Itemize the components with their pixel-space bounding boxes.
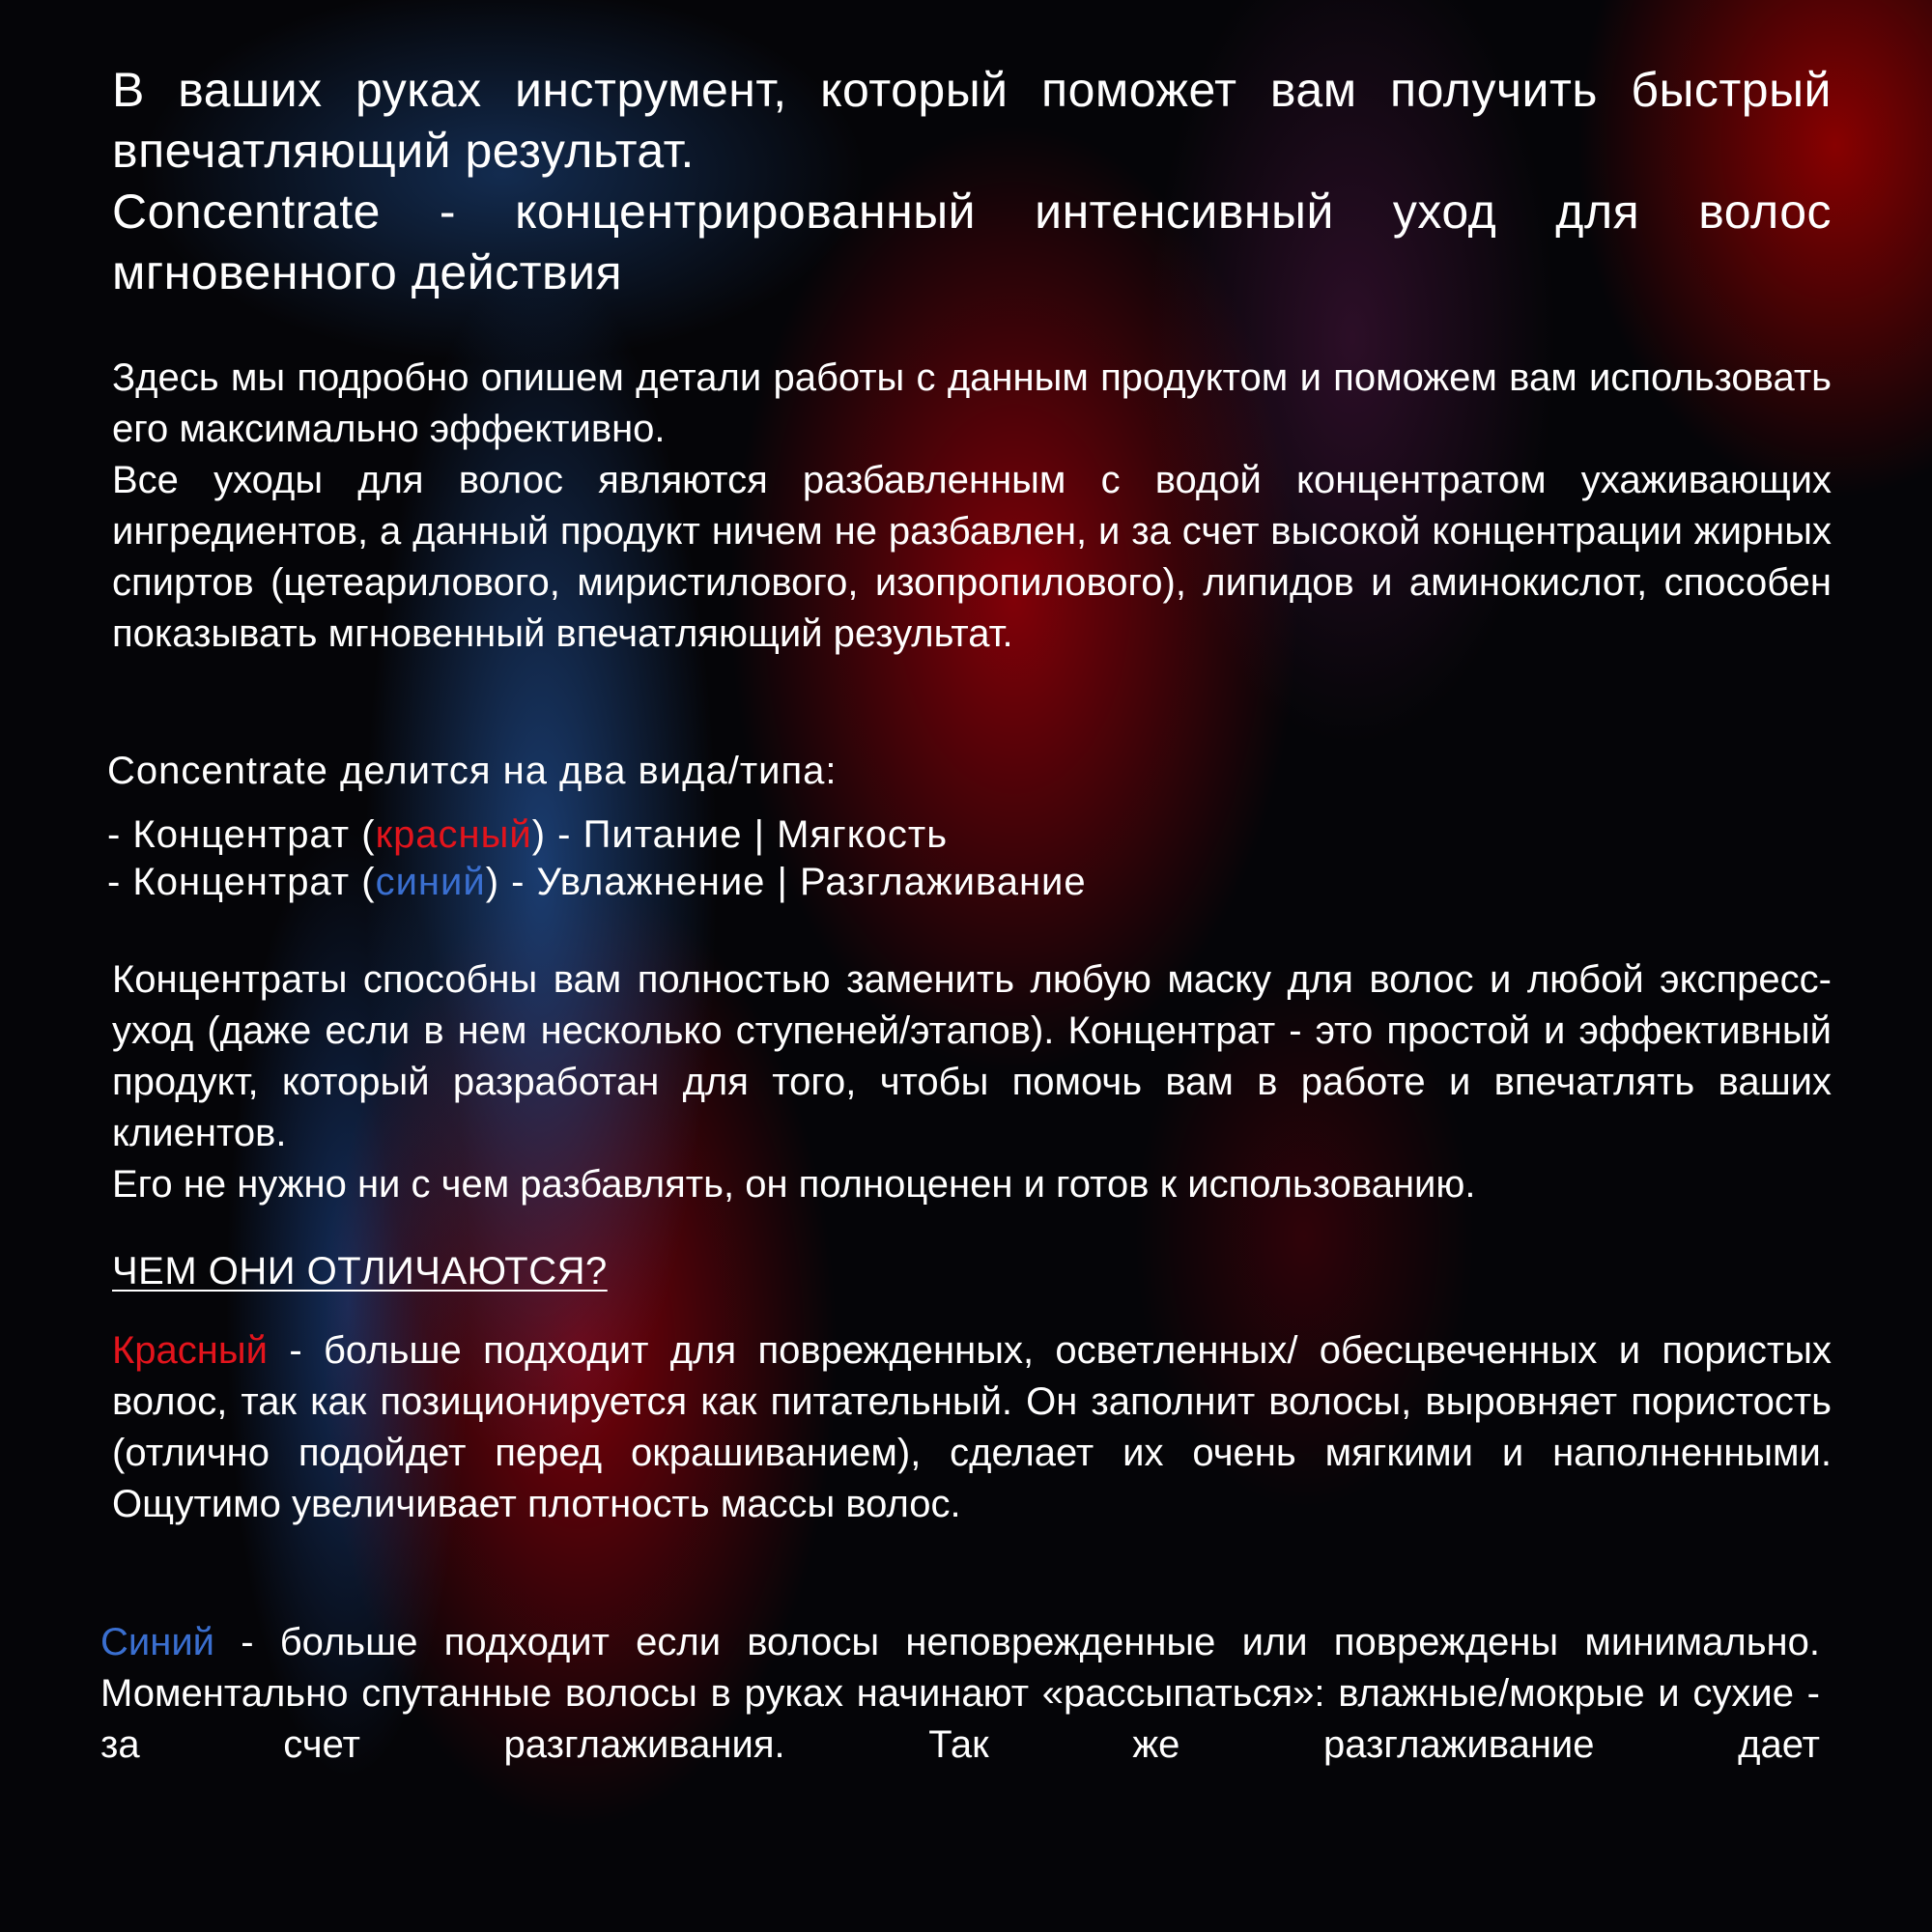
blue-text: - больше подходит если волосы неповрежденные или повреждены минимально. Моментально спутанные волосы в руках начинают «рассыпаться»: влажные/мокрые и сухие - за счет разглаживания. Так же разглаживание дает xyxy=(100,1621,1820,1766)
type-prefix: - Концентрат ( xyxy=(107,861,376,903)
type-color-word-blue: синий xyxy=(375,861,486,903)
red-description-text xyxy=(112,1325,1832,1530)
red-label: Красный xyxy=(112,1329,268,1372)
types-list xyxy=(107,811,1087,906)
red-text: - больше подходит для поврежденных, осветленных/ обесцвеченных и пористых волос, так как позиционируется как питательный. Он заполнит волосы, выровняет пористость (отлично подойдет перед окрашиванием), сделает их очень мягкими и наполненными. Ощутимо увеличивает плотность массы волос. xyxy=(112,1329,1832,1525)
usage-block xyxy=(112,954,1832,1210)
intro-line-1: В ваших руках инструмент, который поможет вам получить быстрый впечатляющий результат. xyxy=(112,63,1832,178)
type-suffix: ) - Питание | Мягкость xyxy=(531,813,949,856)
usage-paragraph-1: Концентраты способны вам полностью заменить любую маску для волос и любой экспресс-уход (даже если в нем несколько ступеней/этапов). Концентрат - это простой и эффективный продукт, который разработан для того, чтобы помочь вам в работе и впечатлять ваших клиентов. xyxy=(112,958,1832,1154)
red-description xyxy=(112,1325,1832,1530)
intro-heading xyxy=(112,60,1832,303)
description-paragraph-1: Здесь мы подробно опишем детали работы с данным продуктом и поможем вам использовать его максимально эффективно. xyxy=(112,356,1832,450)
usage-paragraph-2: Его не нужно ни с чем разбавлять, он полноценен и готов к использованию. xyxy=(112,1163,1476,1206)
description-block xyxy=(112,353,1832,660)
types-title: Concentrate делится на два вида/типа: xyxy=(107,750,838,792)
type-prefix: - Концентрат ( xyxy=(107,813,376,856)
type-suffix: ) - Увлажнение | Разглаживание xyxy=(485,861,1087,903)
blue-description xyxy=(100,1617,1820,1771)
differences-title: ЧЕМ ОНИ ОТЛИЧАЮТСЯ? xyxy=(112,1250,608,1293)
type-item-blue xyxy=(107,859,1087,906)
description-paragraph-2: Все уходы для волос являются разбавленным с водой концентратом ухаживающих ингредиентов, а данный продукт ничем не разбавлен, и за счет высокой концентрации жирных спиртов (цетеарилового, миристилового, изопропилового), липидов и аминокислот, способен показывать мгновенный впечатляющий результат. xyxy=(112,459,1832,655)
intro-line-2: Concentrate - концентрированный интенсивный уход для волос мгновенного действия xyxy=(112,185,1832,299)
type-color-word-red: красный xyxy=(375,813,532,856)
blue-label: Синий xyxy=(100,1621,215,1663)
type-item-red xyxy=(107,811,1087,859)
